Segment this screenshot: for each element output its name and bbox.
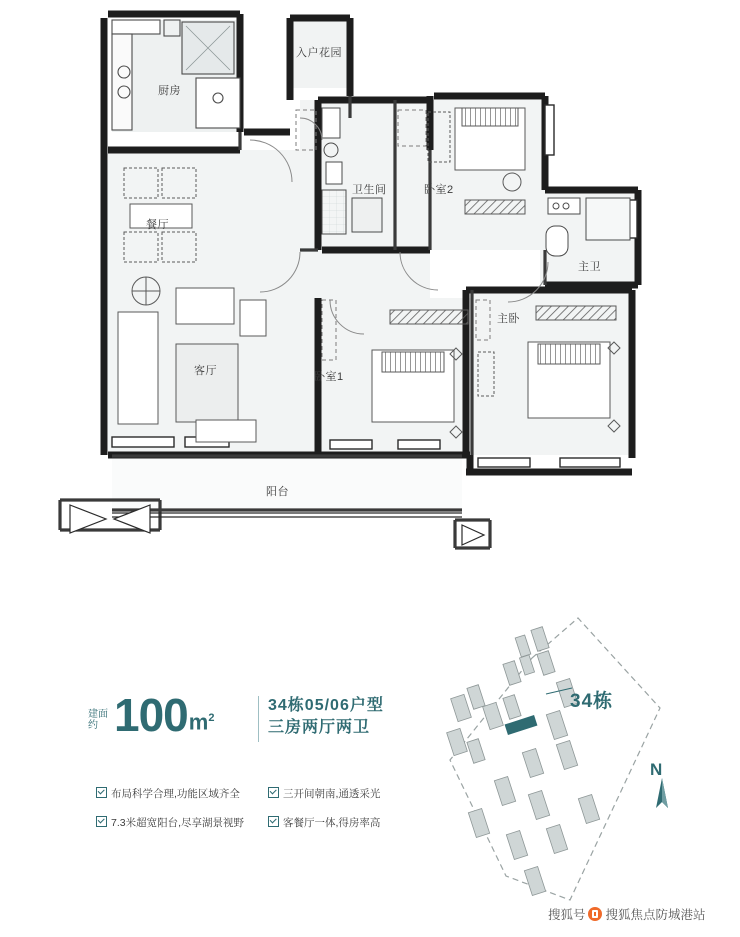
feature-text-1: 布局科学合理,功能区域齐全	[111, 788, 240, 800]
area-unit-letter: m	[188, 709, 209, 734]
building-blocks	[447, 627, 600, 896]
feature-text-2: 三开间朝南,通透采光	[283, 788, 381, 800]
area-unit	[189, 703, 215, 737]
unit-type	[268, 695, 384, 739]
area-prefix-label: 建面约	[88, 709, 108, 731]
room-label-living-room: 客厅	[194, 365, 217, 377]
north-arrow	[656, 778, 668, 808]
check-icon	[268, 787, 279, 798]
site-map-drawing	[410, 600, 740, 932]
room-label-master-bedroom: 主卧	[497, 313, 520, 325]
feature-list	[96, 786, 416, 844]
watermark	[548, 905, 706, 923]
feature-item-1	[96, 786, 268, 801]
room-label-kitchen: 厨房	[158, 85, 181, 97]
watermark-suffix: 搜狐焦点防城港站	[605, 908, 706, 922]
feature-row-1	[96, 786, 416, 801]
unit-info-block	[0, 600, 740, 932]
feature-text-3: 7.3米超宽阳台,尽享湖景视野	[111, 817, 245, 829]
room-label-balcony: 阳台	[266, 486, 289, 498]
watermark-prefix: 搜狐号	[548, 908, 586, 922]
area-unit-exponent: 2	[208, 711, 215, 724]
room-label-master-bath: 主卫	[578, 261, 601, 273]
unit-type-rooms: 三房两厅两卫	[268, 719, 371, 736]
room-label-bedroom-1: 卧室1	[314, 371, 344, 383]
feature-item-2	[268, 786, 380, 801]
site-map	[410, 600, 740, 932]
room-label-entry-garden: 入户花园	[296, 47, 342, 59]
feature-text-4: 客餐厅一体,得房率高	[283, 817, 381, 829]
sohu-logo-icon	[588, 907, 602, 921]
vertical-divider	[258, 696, 259, 742]
north-label: N	[650, 760, 663, 779]
feature-row-2	[96, 815, 416, 830]
unit-type-code: 34栋05/06户型	[268, 697, 384, 714]
check-icon	[268, 816, 279, 827]
room-label-bathroom: 卫生间	[352, 184, 387, 196]
area-display	[88, 689, 215, 741]
feature-item-4	[268, 815, 380, 830]
check-icon	[96, 787, 107, 798]
check-icon	[96, 816, 107, 827]
building-label: 34栋	[570, 691, 614, 712]
area-value: 100	[114, 689, 188, 741]
room-label-bedroom-2: 卧室2	[424, 184, 454, 196]
room-label-dining-room: 餐厅	[146, 219, 169, 231]
feature-item-3	[96, 815, 268, 830]
